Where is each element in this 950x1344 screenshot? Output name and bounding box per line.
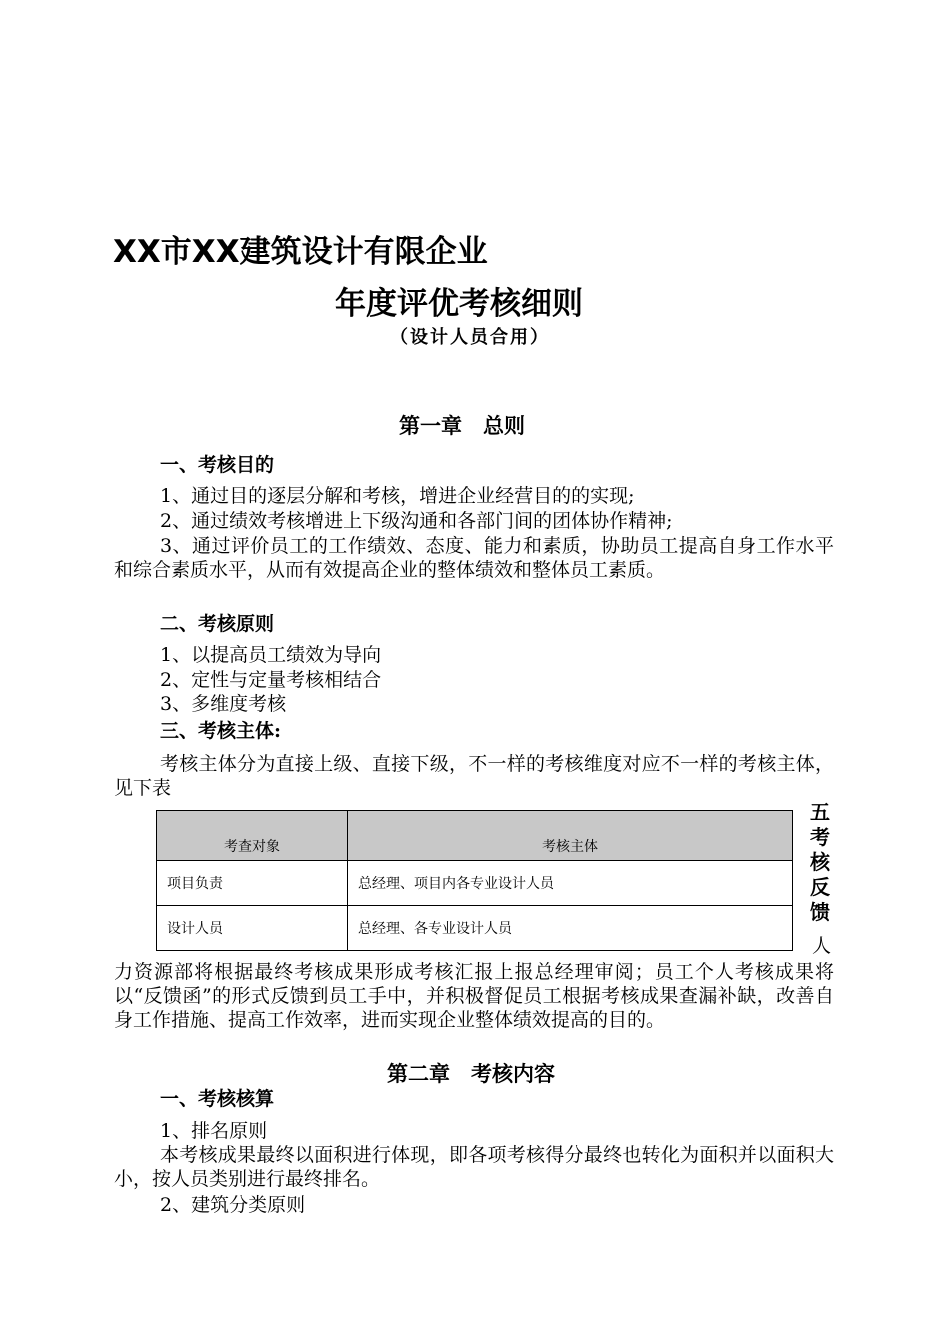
document-title-line2: 年度评优考核细则 <box>335 286 583 322</box>
principle-item-3: 3、多维度考核 <box>160 693 287 715</box>
ranking-principle-heading: 1、排名原则 <box>160 1120 268 1142</box>
table-cell: 项目负责 <box>157 861 348 906</box>
document-title: XX市XX建筑设计有限企业 <box>113 234 488 270</box>
principle-item-1: 1、以提高员工绩效为导向 <box>160 644 382 666</box>
subject-table <box>156 810 793 951</box>
vertical-char: 馈 <box>810 900 830 924</box>
vertical-char: 五 <box>810 800 830 824</box>
ranking-principle-paragraph: 本考核成果最终以面积进行体现，即各项考核得分最终也转化为面积并以面积大小，按人员类别进行最终排名。 <box>114 1144 834 1190</box>
purpose-item-2: 2、通过绩效考核增进上下级沟通和各部门间的团体协作精神; <box>160 510 673 532</box>
table-row <box>157 906 793 951</box>
feedback-paragraph: 力资源部将根据最终考核成果形成考核汇报上报总经理审阅；员工个人考核成果将以“反馈函”的形式反馈到员工手中，并积极督促员工根据考核成果查漏补缺，改善自身工作措施、提高工作效率，进而实现企业整体绩效提高的目的。 <box>114 961 834 1031</box>
vertical-char: 核 <box>810 850 830 874</box>
vertical-char: 反 <box>810 875 830 899</box>
section-feedback-vertical-heading <box>809 800 831 925</box>
table-cell: 总经理、各专业设计人员 <box>348 906 793 951</box>
table-header-row <box>157 811 793 861</box>
table-row <box>157 861 793 906</box>
chapter-1-heading: 第一章 总则 <box>399 413 525 438</box>
table-cell: 总经理、项目内各专业设计人员 <box>348 861 793 906</box>
table-header-cell: 考核主体 <box>348 811 793 861</box>
section-purpose-heading: 一、考核目的 <box>160 454 275 476</box>
table-cell: 设计人员 <box>157 906 348 951</box>
vertical-char: 考 <box>810 825 830 849</box>
principle-item-2: 2、定性与定量考核相结合 <box>160 669 382 691</box>
purpose-item-1: 1、通过目的逐层分解和考核，增进企业经营目的的实现; <box>160 485 635 507</box>
section-subject-heading: 三、考核主体: <box>160 720 282 742</box>
chapter-2-heading: 第二章 考核内容 <box>387 1061 555 1086</box>
table-header-cell: 考查对象 <box>157 811 348 861</box>
section-principles-heading: 二、考核原则 <box>160 613 275 635</box>
subject-paragraph: 考核主体分为直接上级、直接下级，不一样的考核维度对应不一样的考核主体，见下表 <box>114 753 834 799</box>
feedback-first-char: 人 <box>812 935 832 957</box>
section-accounting-heading: 一、考核核算 <box>160 1088 275 1110</box>
purpose-item-3: 3、通过评价员工的工作绩效、态度、能力和素质，协助员工提高自身工作水平和综合素质水平，从而有效提高企业的整体绩效和整体员工素质。 <box>114 535 834 581</box>
building-classification-heading: 2、建筑分类原则 <box>160 1194 306 1216</box>
document-subtitle: （设计人员合用） <box>390 327 550 348</box>
